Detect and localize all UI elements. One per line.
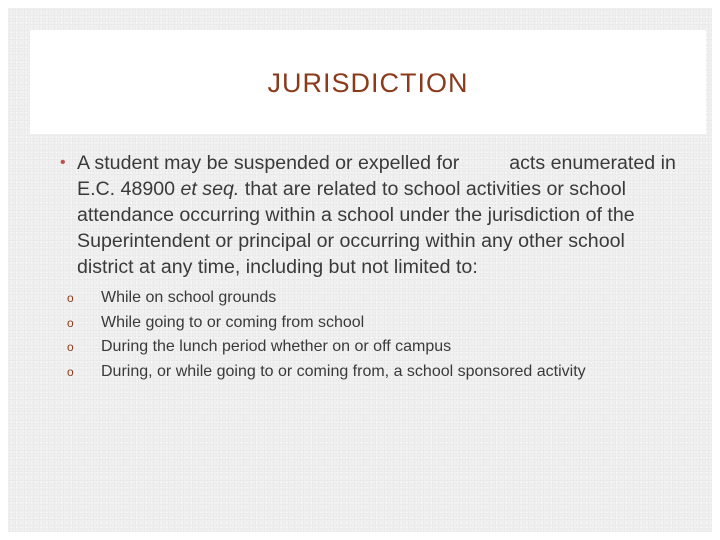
sub-bullet-marker: o — [67, 340, 74, 354]
body-text-part2: acts enumerated in E.C. 48900 — [77, 152, 676, 200]
main-bullet — [54, 150, 684, 280]
bullet-marker: • — [60, 154, 66, 171]
sub-bullet-text: While going to or coming from school — [101, 313, 365, 331]
slide-content — [54, 150, 684, 384]
sub-bullet-item — [63, 360, 661, 385]
sub-bullet-text: During, or while going to or coming from, a school sponsored activity — [101, 362, 586, 380]
sub-bullet-item — [63, 335, 661, 360]
sub-bullet-item — [63, 286, 661, 311]
body-text-part1: A student may be suspended or expelled for — [77, 152, 465, 174]
title-box — [30, 30, 706, 134]
slide — [8, 8, 712, 532]
sub-bullet-marker: o — [67, 364, 74, 379]
sub-bullet-marker: o — [67, 291, 74, 305]
body-text-part4: that are related to school activities or school attendance occurring within a school under the jurisdiction of the Superintendent or principal or occurring within any other school district at any time, including but not limited to: — [77, 178, 635, 278]
body-text-italic: et seq. — [180, 178, 240, 200]
sub-bullet-text: While on school grounds — [101, 289, 277, 306]
sub-bullet-item — [63, 311, 661, 336]
sub-bullet-text: During the lunch period whether on or off campus — [101, 338, 452, 355]
sub-bullet-list — [54, 286, 684, 384]
sub-bullet-marker: o — [67, 315, 74, 330]
slide-title: JURISDICTION — [267, 67, 469, 98]
